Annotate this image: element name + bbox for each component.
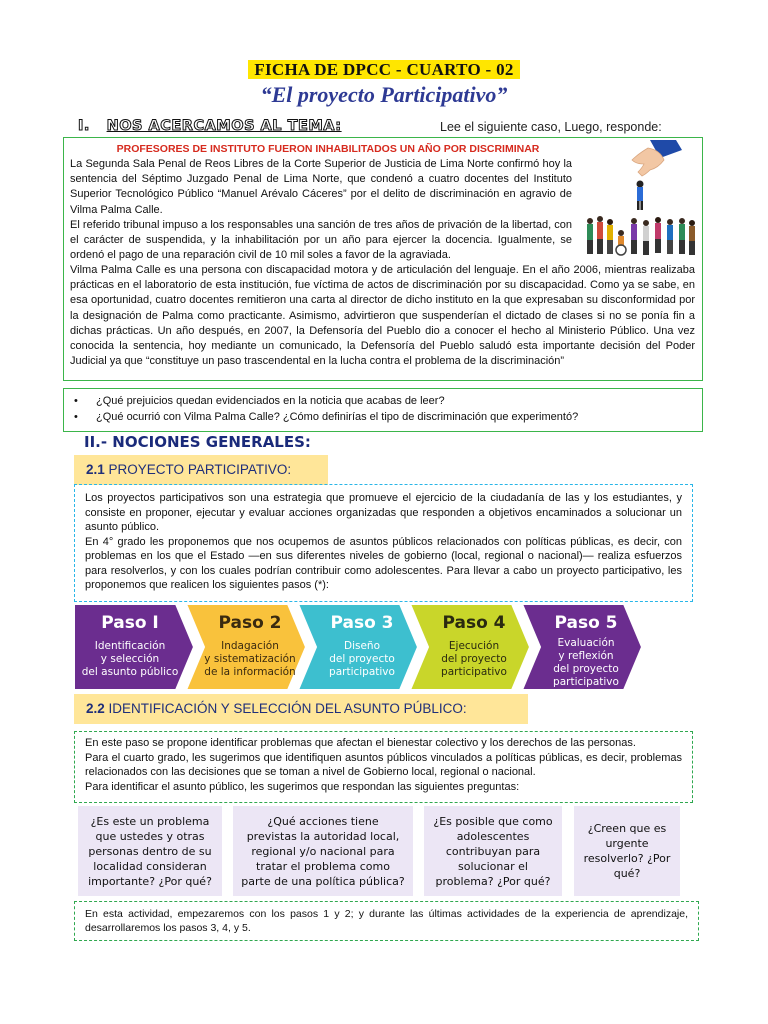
guide-question-card: ¿Es posible que como adolescentes contribuyan para solucionar el problema? ¿Por qué? — [424, 806, 562, 896]
step-3 — [298, 604, 418, 690]
lifted-person-head — [637, 181, 644, 188]
step-5 — [522, 604, 642, 690]
guide-question-card: ¿Qué acciones tiene previstas la autoridad local, regional y/o nacional para tratar el problema como parte de una política pública? — [233, 806, 413, 896]
section-1-heading — [78, 118, 342, 134]
step-description-line: participativo — [329, 666, 395, 678]
project-title: “El proyecto Participativo” — [260, 82, 508, 107]
step-description-line: de la información — [204, 666, 296, 678]
step-description-line: Ejecución — [448, 640, 500, 652]
crowd-group — [587, 216, 695, 255]
bullet-icon: • — [74, 411, 78, 423]
subsection-2-1-number: 2.1 — [86, 462, 105, 477]
reflection-questions-box — [63, 388, 703, 432]
project-steps-diagram — [74, 604, 682, 692]
step-description-line: Diseño — [343, 640, 381, 652]
guide-question-card: ¿Creen que es urgente resolverlo? ¿Por qué? — [574, 806, 680, 896]
step-title: Paso 3 — [330, 613, 394, 633]
guide-question-card: ¿Es este un problema que ustedes y otras personas dentro de su localidad consideran importante? ¿Por qué? — [78, 806, 222, 896]
lifted-person-body — [637, 187, 643, 201]
section-2-heading: II.- NOCIONES GENERALES: — [84, 433, 311, 451]
step-description-line: del proyecto — [553, 663, 619, 675]
step-description-line: del asunto público — [81, 666, 179, 678]
reflection-question-text: ¿Qué prejuicios quedan evidenciados en la noticia que acabas de leer? — [96, 395, 445, 407]
case-paragraph-2: El referido tribunal impuso a los responsables una sanción de tres años de privación de la libertad, con el carácter de suspendida, y la inhabilitación por un año para ejercer la docencia. Igualmente, se ordenó el pago de una reparación civil de 10 mil soles a favor de la agraviada. — [70, 219, 572, 262]
step-4 — [410, 604, 530, 690]
subsection-2-1-title: PROYECTO PARTICIPATIVO: — [108, 462, 292, 477]
step-description-line: participativo — [441, 666, 507, 678]
step-description-line: del proyecto — [441, 653, 507, 665]
section-1-number: I. — [78, 118, 90, 134]
subsection-2-2-label — [74, 694, 528, 724]
step-description-line: Indagación — [221, 640, 279, 652]
case-paragraph-1: La Segunda Sala Penal de Reos Libres de la Corte Superior de Justicia de Lima Norte confirmó hoy la sentencia del Séptimo Juzgado Penal de Lima Norte, que condenó a cuatro docentes del Instituto Superior Tecnológico Público “Manuel Arévalo Cáceres” por el delito de discriminación en agravio de Vilma Palma Calle. — [70, 158, 572, 216]
step-title: Paso I — [101, 613, 159, 633]
subsection-2-2-title: IDENTIFICACIÓN Y SELECCIÓN DEL ASUNTO PÚBLICO: — [108, 701, 467, 716]
definition-paragraph-1: Los proyectos participativos son una estrategia que promueve el ejercicio de la ciudadanía de las y los estudiantes, y consiste en proponer, ejecutar y evaluar acciones organizadas que responden a objetivos encaminados a solucionar un asunto público. — [85, 492, 682, 533]
step-title: Paso 5 — [554, 613, 618, 633]
step-1 — [74, 604, 194, 690]
case-paragraph-3: Vilma Palma Calle es una persona con discapacidad motora y de articulación del lenguaje. En el año 2006, mientras realizaba prácticas en el laboratorio de esta institución, fue víctima de actos de discriminación por su discapacidad. Como ya se sabe, en esa oportunidad, cuatro docentes remitieron una carta al director de dicho instituto en la que expresaban su disconformidad por la designación de Palma como practicante. Asimismo, advirtieron que suspenderían el dictado de clases si no se ponía fin a dichas prácticas. Un año después, en 2007, la Defensoría del Pueblo dio a conocer el hecho al Ministerio Público. Una vez conocida la sentencia, hoy mediante un comunicado, la Defensoría del Pueblo saludó esta importante decisión del Poder Judicial ya que “constituye un paso trascendental en la lucha contra el problema de la discriminación” — [70, 264, 695, 368]
reflection-question — [74, 393, 702, 409]
step-2 — [186, 604, 306, 690]
section-1-instruction: Lee el siguiente caso, Luego, responde: — [440, 120, 662, 134]
step-description-line: y reflexión — [558, 650, 614, 662]
step-description-line: y sistematización — [204, 653, 296, 665]
step-description-line: Evaluación — [557, 637, 615, 649]
closing-note-box: En esta actividad, empezaremos con los pasos 1 y 2; y durante las últimas actividades de la experiencia de aprendizaje, desarrollaremos los pasos 3, 4, y 5. — [74, 901, 699, 941]
subsection-2-2-number: 2.2 — [86, 701, 105, 716]
step-title: Paso 2 — [218, 613, 282, 633]
selection-paragraph-1: En este paso se propone identificar problemas que afectan el bienestar colectivo y los derechos de las personas. — [85, 737, 636, 749]
step-title: Paso 4 — [442, 613, 506, 633]
worksheet-title — [0, 60, 768, 80]
participatory-project-definition-box — [74, 484, 693, 602]
step-description-line: Identificación — [94, 640, 166, 652]
section-1-title: NOS ACERCAMOS AL TEMA: — [106, 118, 342, 134]
step-description-line: y selección — [100, 653, 160, 665]
step-description-line: participativo — [553, 676, 619, 688]
selection-paragraph-3: Para identificar el asunto público, les sugerimos que respondan las siguientes preguntas: — [85, 780, 520, 793]
selection-paragraph-2: Para el cuarto grado, les sugerimos que identifiquen asuntos públicos vinculados a políticas públicas, es decir, problemas relacionados con las decisiones que se toman a nivel de Gobierno local, regional o nacional. — [85, 751, 682, 778]
definition-paragraph-2: En 4° grado les proponemos que nos ocupemos de asuntos públicos relacionados con políticas públicas, es decir, con problemas en los que el Estado —en sus diferentes niveles de gobierno (local, regional o nacional)— realiza esfuerzos para resolverlos, y con los cuales podrían contribuir como adolescentes. Para llevar a cabo un proyecto participativo, les proponemos que realicen los siguientes pasos (*): — [85, 535, 682, 591]
discrimination-illustration — [580, 140, 700, 260]
lifted-person-leg — [637, 201, 640, 210]
worksheet-title-text: FICHA DE DPCC - CUARTO - 02 — [248, 60, 519, 79]
public-issue-selection-box — [74, 731, 693, 803]
reflection-question-text: ¿Qué ocurrió con Vilma Palma Calle? ¿Cómo definirías el tipo de discriminación que experimentó? — [96, 411, 579, 423]
lifted-person-leg — [641, 201, 644, 210]
case-headline: PROFESORES DE INSTITUTO FUERON INHABILITADOS UN AÑO POR DISCRIMINAR — [116, 143, 540, 155]
bullet-icon: • — [74, 395, 78, 407]
subsection-2-1-label — [74, 455, 328, 485]
reflection-question — [74, 409, 702, 425]
step-description-line: del proyecto — [329, 653, 395, 665]
